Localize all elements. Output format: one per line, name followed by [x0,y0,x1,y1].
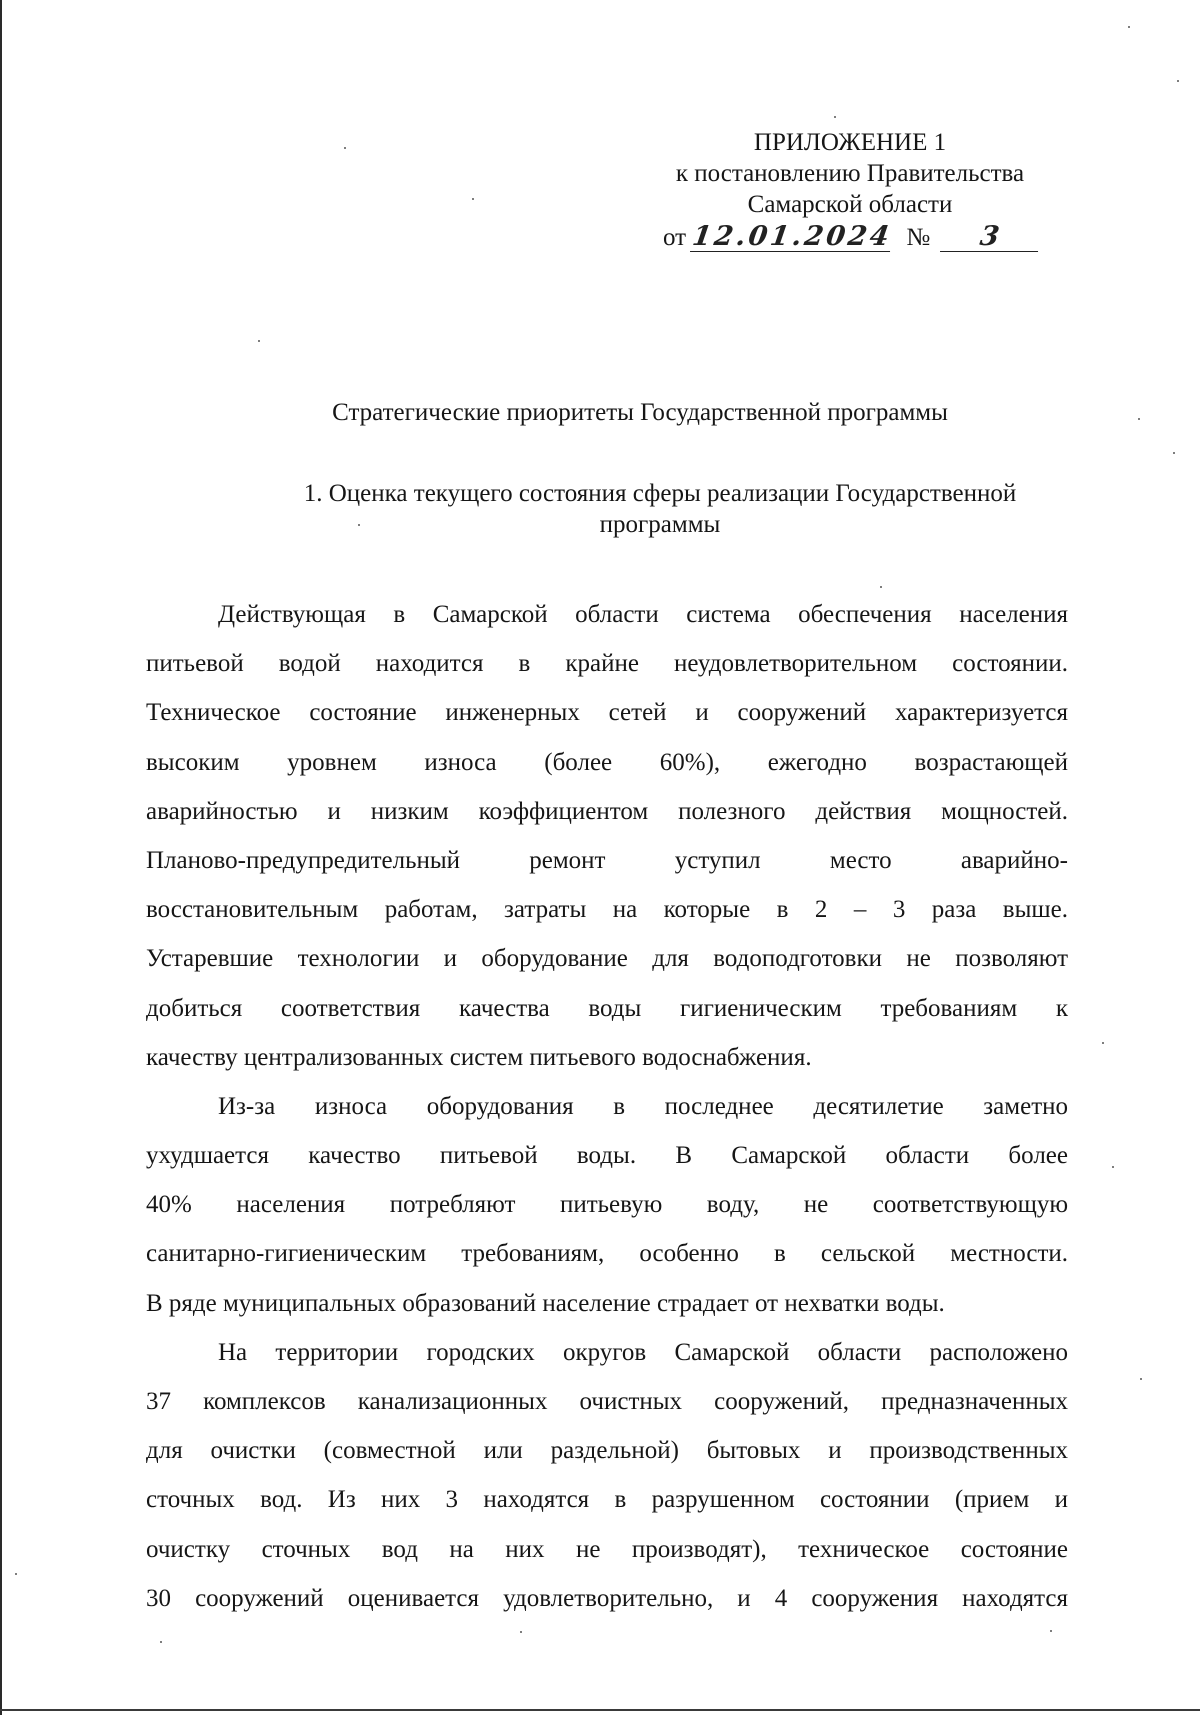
scan-speck [880,586,882,588]
appendix-header [640,127,1060,253]
text-line: для очистки (совместной или раздельной) бытовых и производственных [146,1437,1068,1465]
text-line: Действующая в Самарской области система обеспечения населения [218,601,1068,628]
appendix-resolution-line: к постановлению Правительства [675,160,1025,187]
text-line: восстановительным работам, затраты на которые в 2 – 3 раза выше. [146,896,1068,924]
text-line: очистку сточных вод на них не производят), техническое состояние [146,1535,1068,1563]
scan-speck [1128,26,1130,28]
handwritten-date: 12.01.2024 [690,221,894,252]
appendix-date-number-line [663,222,1060,253]
scan-speck [344,147,346,149]
document-title: Стратегические приоритеты Государственной программы [332,399,948,426]
text-line: ухудшается качество питьевой воды. В Самарской области более [146,1142,1068,1170]
text-line: санитарно-гигиеническим требованиям, особенно в сельской местности. [146,1240,1068,1268]
scan-speck [1140,1378,1142,1380]
text-line: 40% населения потребляют питьевую воду, не соответствующую [146,1191,1068,1219]
scan-speck [1112,1166,1114,1168]
section-heading-line-1: 1. Оценка текущего состояния сферы реализации Государственной [303,480,1017,507]
text-line: Планово-предупредительный ремонт уступил место аварийно- [146,846,1068,874]
text-line: На территории городских округов Самарской области расположено [218,1338,1068,1366]
section-heading-line-2: программы [599,511,721,538]
scan-edge-left [0,0,2,1715]
text-line: добиться соответствия качества воды гигиеническим требованиям к [146,994,1068,1022]
scan-speck [1102,1042,1104,1044]
appendix-region-line: Самарской области [747,191,953,218]
text-line: Техническое состояние инженерных сетей и сооружений характеризуется [146,699,1068,727]
scan-speck [834,116,836,118]
scan-speck [472,198,474,200]
text-line: сточных вод. Из них 3 находятся в разрушенном состоянии (прием и [146,1486,1068,1514]
text-line: питьевой водой находится в крайне неудовлетворительном состоянии. [146,650,1068,678]
text-line: Из-за износа оборудования в последнее десятилетие заметно [218,1092,1068,1120]
date-prefix: от [663,224,687,251]
scan-speck [1177,80,1179,82]
number-prefix: № [906,224,931,251]
text-line: Устаревшие технологии и оборудование для водоподготовки не позволяют [146,945,1068,973]
scan-speck [1050,1630,1052,1632]
text-line: высоким уровнем износа (более 60%), ежегодно возрастающей [146,748,1068,776]
text-line: качеству централизованных систем питьевого водоснабжения. [146,1043,812,1071]
scan-speck [520,1631,522,1633]
handwritten-number: 3 [940,223,1042,252]
text-line: 37 комплексов канализационных очистных сооружений, предназначенных [146,1388,1068,1415]
text-line: В ряде муниципальных образований население страдает от нехватки воды. [146,1289,945,1317]
text-line: аварийностью и низким коэффициентом полезного действия мощностей. [146,797,1068,825]
appendix-title: ПРИЛОЖЕНИЕ 1 [753,129,947,156]
body-text [146,590,1068,1623]
scan-speck [15,1573,17,1575]
scan-speck [1173,452,1175,454]
scan-speck [160,1641,162,1643]
text-line: 30 сооружений оценивается удовлетворительно, и 4 сооружения находятся [146,1584,1068,1612]
section-heading [140,478,1180,540]
scan-edge-bottom [0,1709,1200,1711]
scan-speck [258,340,260,342]
